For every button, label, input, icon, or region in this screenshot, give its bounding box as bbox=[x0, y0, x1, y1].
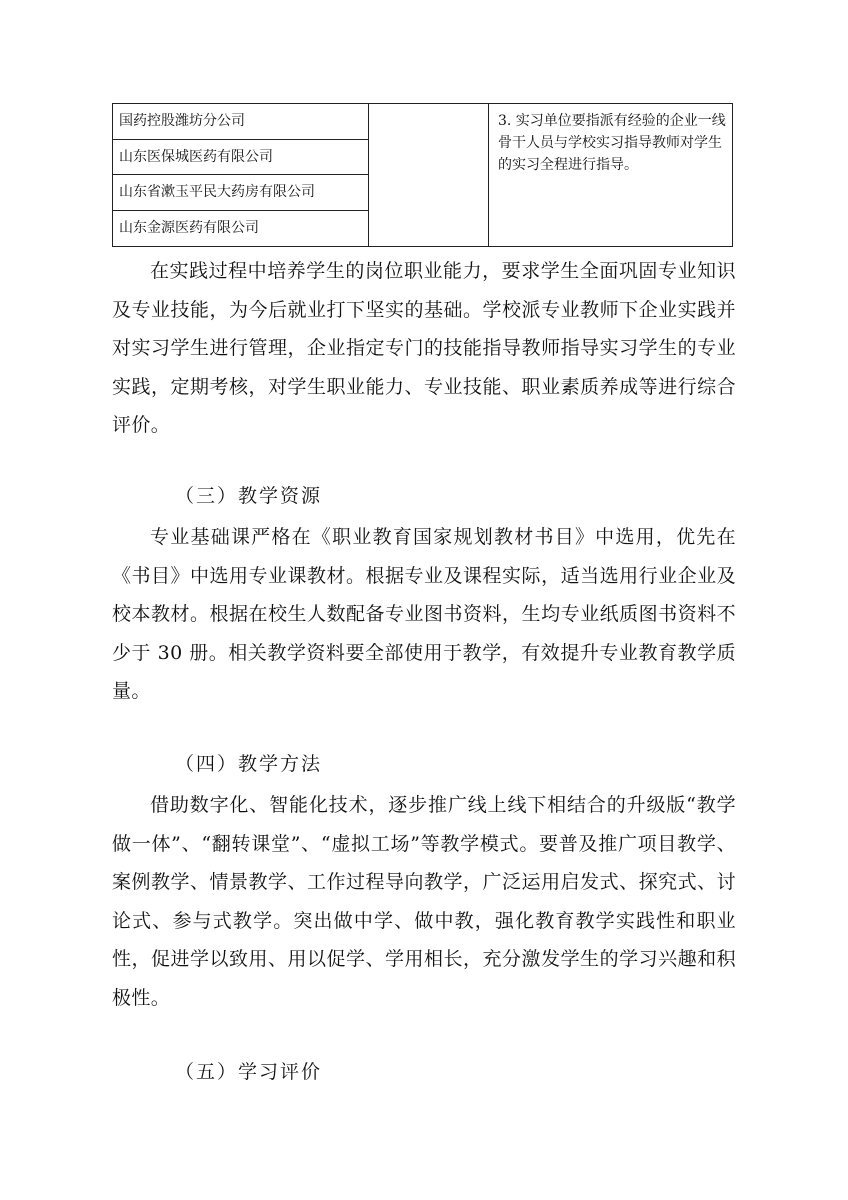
company-cell: 山东金源医药有限公司 bbox=[119, 219, 259, 236]
section-three-paragraph: 专业基础课严格在《职业教育国家规划教材书目》中选用，优先在《书目》中选用专业课教材。根据专业及课程实际，适当选用行业企业及校本教材。根据在校生人数配备专业图书资料，生均专业纸质图书资料不少于 30 册。相关教学资料要全部使用于教学，有效提升专业教育教学质量。 bbox=[112, 526, 736, 702]
section-four-heading: （四）教学方法 bbox=[175, 753, 323, 775]
section-five-heading: （五）学习评价 bbox=[175, 1061, 323, 1083]
company-cell: 山东医保城医药有限公司 bbox=[113, 140, 368, 176]
section-four-paragraph: 借助数字化、智能化技术，逐步推广线上线下相结合的升级版“教学做一体”、“翻转课堂”、“虚拟工场”等教学模式。要普及推广项目教学、案例教学、情景教学、工作过程导向教学，广泛运用启发式、探究式、讨论式、参与式教学。突出做中学、做中教，强化教育教学实践性和职业性，促进学以致用、用以促学、学用相长，充分激发学生的学习兴趣和积极性。 bbox=[112, 794, 736, 1009]
practice-paragraph: 在实践过程中培养学生的岗位职业能力，要求学生全面巩固专业知识及专业技能，为今后就业打下坚实的基础。学校派专业教师下企业实践并对实习学生进行管理，企业指定专门的技能指导教师指导实习学生的专业实践，定期考核，对学生职业能力、专业技能、职业素质养成等进行综合评价。 bbox=[112, 260, 736, 436]
company-cell: 国药控股潍坊分公司 bbox=[113, 104, 368, 140]
company-cell: 山东省漱玉平民大药房有限公司 bbox=[113, 175, 368, 211]
company-column bbox=[113, 104, 369, 246]
empty-middle-cell bbox=[369, 104, 489, 246]
internship-table bbox=[112, 103, 733, 247]
section-three-heading: （三）教学资源 bbox=[175, 485, 323, 507]
requirement-note-cell: 3. 实习单位要指派有经验的企业一线骨干人员与学校实习指导教师对学生的实习全程进行指导。 bbox=[498, 113, 726, 173]
